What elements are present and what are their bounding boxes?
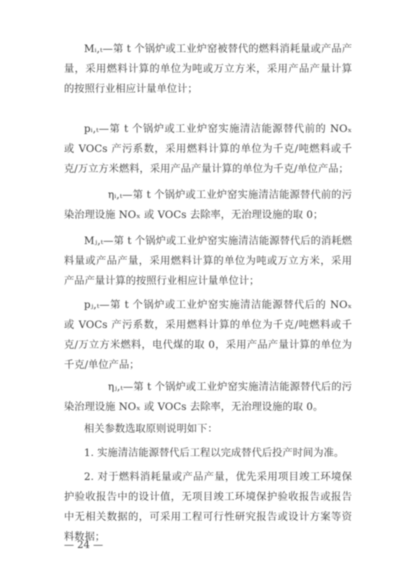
- paragraph-9: 2. 对于燃料消耗量或产品产量，优先采用项目竣工环境保护验收报告中的设计值，无项目竣工环境保护验收报告或报告中无相关数据的，可采用工程可行性研究报告或设计方案等资料数据；: [64, 472, 352, 543]
- paragraph-1: Mᵢ,ₜ—第 t 个锅炉或工业炉窑被替代的燃料消耗量或产品产量，采用燃料计算的单位为吨或万立方米，采用产品产量计算的按照行业相应计量单位计；: [64, 44, 352, 95]
- paragraph-4: Mⱼ,ₜ—第 t 个锅炉或工业炉窑实施清洁能源替代后的消耗燃料量或产品产量，采用燃料计算的单位为吨或万立方米，采用产品产量计算的按照行业相应计量单位计；: [64, 236, 352, 287]
- paragraph-2: pᵢ,ₜ—第 t 个锅炉或工业炉窑实施清洁能源替代前的 NOₓ 或 VOCs 产污系数，采用燃料计算的单位为千克/吨燃料或千克/万立方米燃料，采用产品产量计算的单位为千克/单位产品；: [64, 124, 352, 175]
- paragraph-5: pⱼ,ₜ—第 t 个锅炉或工业炉窑实施清洁能源替代后的 NOₓ 或 VOCs 产污系数，采用燃料计算的单位为千克/吨燃料或千克/万立方米燃料，电代煤的取 0，采用产品产量计算的单位为千克/单位产品；: [64, 300, 352, 371]
- page-number: — 24 —: [64, 540, 104, 551]
- paragraph-7: 相关参数选取原则说明如下：: [84, 424, 218, 435]
- paragraph-6: ηⱼ,ₜ—第 t 个锅炉或工业炉窑实施清洁能源替代后的污染治理设施 NOₓ 或 VOCs 去除率，无治理设施的取 0。: [64, 382, 352, 413]
- paragraph-8: 1. 实施清洁能源替代后工程以完成替代后投产时间为准。: [84, 448, 345, 459]
- paragraph-3: ηᵢ,ₜ—第 t 个锅炉或工业炉窑实施清洁能源替代前的污染治理设施 NOₓ 或 VOCs 去除率，无治理设施的取 0；: [64, 190, 352, 221]
